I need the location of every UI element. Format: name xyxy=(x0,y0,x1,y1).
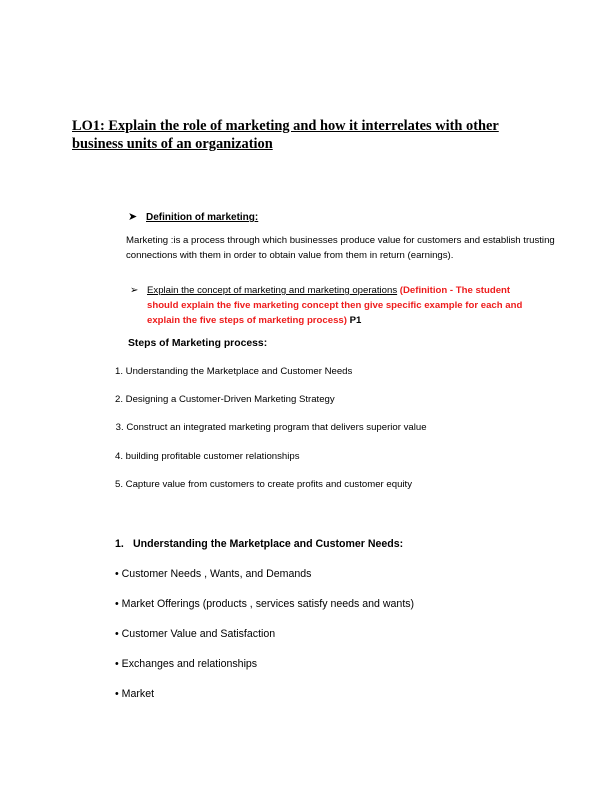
section-title xyxy=(115,538,403,551)
definition-heading xyxy=(128,211,258,224)
bullet-item: • Exchanges and relationships xyxy=(115,658,258,670)
step-item: 1. Understanding the Marketplace and Customer Needs xyxy=(115,366,353,377)
definition-title: Definition of marketing: xyxy=(146,212,259,223)
section-number: 1. xyxy=(115,538,124,550)
bullet-item: • Market xyxy=(115,688,155,700)
arrow-bullet-icon: ➤ xyxy=(128,211,138,223)
concept-item xyxy=(130,284,540,328)
concept-tag: P1 xyxy=(349,314,362,326)
step-item: 5. Capture value from customers to create profits and customer equity xyxy=(115,479,413,490)
definition-text: Marketing :is a process through which businesses produce value for customers and establish trusting connections with them in order to obtain value from them in return (earnings). xyxy=(126,235,555,261)
arrow-bullet-icon: ➢ xyxy=(130,285,139,296)
bullet-item: • Customer Value and Satisfaction xyxy=(115,628,276,640)
heading-text: LO1: Explain the role of marketing and how it interrelates with other business units of an organization xyxy=(72,118,499,152)
bullet-item: • Customer Needs , Wants, and Demands xyxy=(115,568,312,580)
section-title-text: Understanding the Marketplace and Customer Needs: xyxy=(133,538,404,550)
bullet-item: • Market Offerings (products , services satisfy needs and wants) xyxy=(115,598,415,610)
concept-body xyxy=(147,284,540,328)
step-item: 4. building profitable customer relationships xyxy=(115,451,300,462)
step-item: 3. Construct an integrated marketing program that delivers superior value xyxy=(113,422,427,433)
steps-title: Steps of Marketing process: xyxy=(128,338,268,349)
concept-instruction: (Definition - The student should explain the five marketing concept then give specific example for each and explain the five steps of marketing process) xyxy=(147,285,523,326)
page-heading xyxy=(72,118,512,153)
concept-link-text: Explain the concept of marketing and marketing operations xyxy=(147,285,398,296)
step-item: 2. Designing a Customer-Driven Marketing Strategy xyxy=(115,394,335,405)
